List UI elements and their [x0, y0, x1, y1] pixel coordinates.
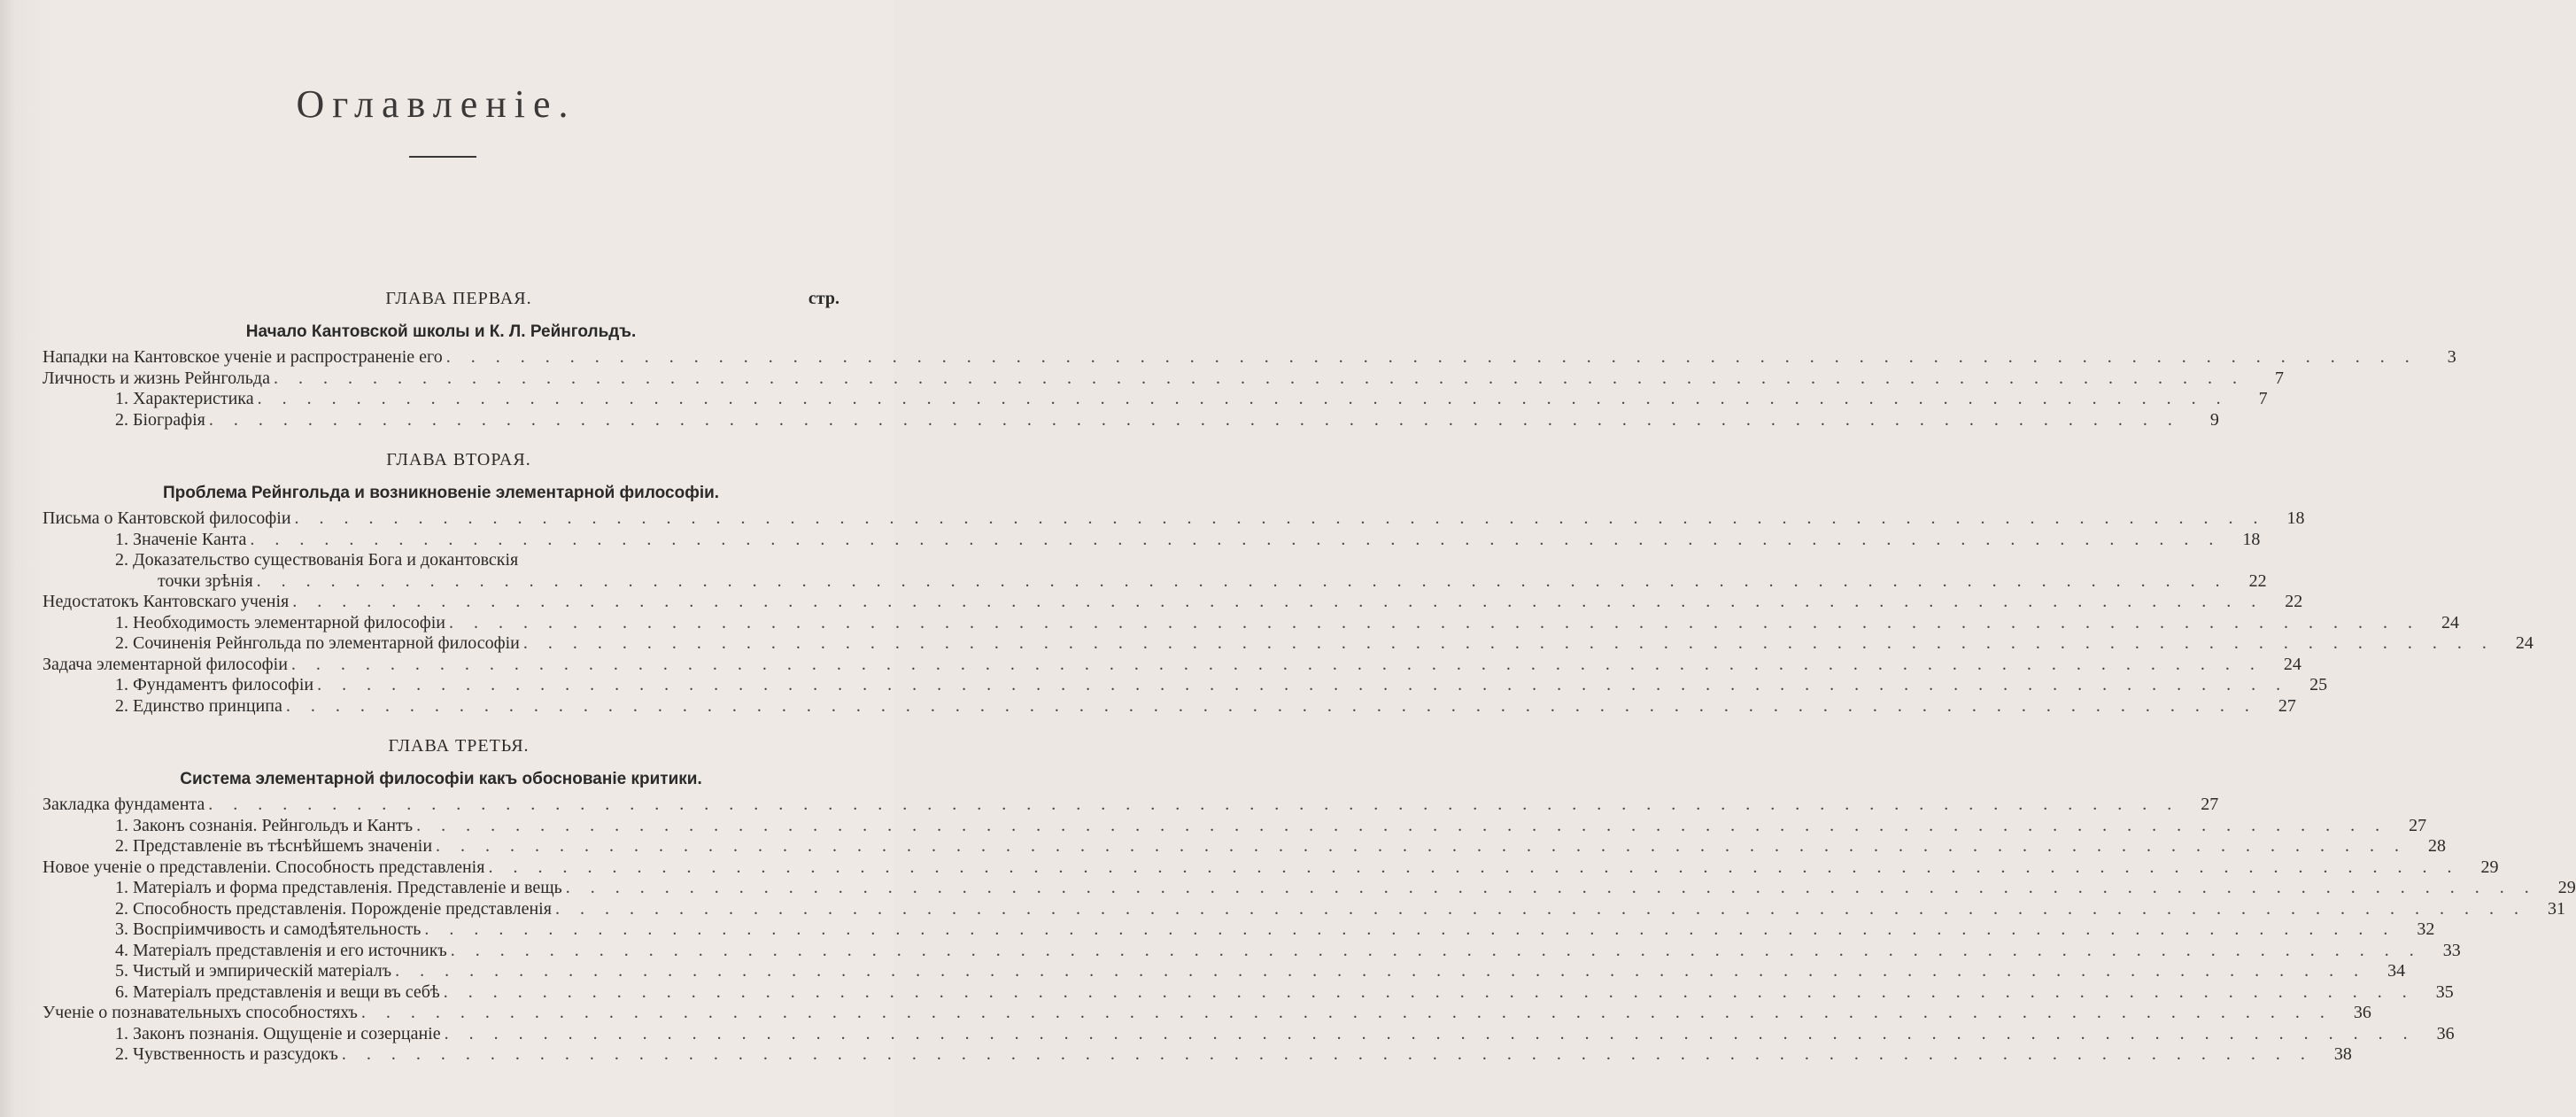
- toc-entry-text: Ученіе о познавательныхъ способностяхъ: [43, 1003, 358, 1022]
- toc-entry-text: 6. Матеріалъ представленія и вещи въ себѣ: [115, 981, 440, 1002]
- dot-leader: . . . . . . . . . . . . . . . . . . . . . . . . . . . . . . . . . . . . . . . . . . . . . . . . . . . . . . . . . . . . . . . . . . . . . . . . . . . . . . . .: [257, 389, 2229, 408]
- dot-leader: . . . . . . . . . . . . . . . . . . . . . . . . . . . . . . . . . . . . . . . . . . . . . . . . . . . . . . . . . . . . . . . . . . . . . . . . . . . . . . . .: [292, 592, 2264, 611]
- toc-page-number: 27: [2201, 795, 2219, 814]
- dot-leader: . . . . . . . . . . . . . . . . . . . . . . . . . . . . . . . . . . . . . . . . . . . . . . . . . . . . . . . . . . . . . . . . . . . . . . . . . . . . . . . .: [444, 1023, 2416, 1043]
- chapter-subtitle: Проблема Рейнгольда и возникновеніе элементарной философіи.: [162, 484, 720, 502]
- toc-page-number: 7: [2274, 368, 2284, 388]
- toc-entry: [43, 389, 2268, 410]
- toc-entry-text: Личность и жизнь Рейнгольда: [43, 368, 270, 388]
- toc-entry: [43, 409, 2219, 431]
- toc-page-number: 22: [2285, 592, 2303, 611]
- toc-entry: [43, 633, 2533, 655]
- toc-entry: [43, 1003, 2371, 1024]
- toc-entry-text: 4. Матеріалъ представленія и его источникъ: [115, 940, 447, 960]
- toc-entry: [43, 919, 2435, 941]
- chapter-heading: ГЛАВА ВТОРАЯ.: [386, 450, 531, 469]
- toc-page-number: 3: [2447, 347, 2456, 367]
- toc-page-number: 28: [2428, 836, 2447, 856]
- toc-entry-text: 1. Необходимость элементарной философіи: [115, 612, 445, 632]
- toc-entry-text: 1. Фундаментъ философіи: [115, 675, 314, 694]
- dot-leader: . . . . . . . . . . . . . . . . . . . . . . . . . . . . . . . . . . . . . . . . . . . . . . . . . . . . . . . . . . . . . . . . . . . . . . . . . . . . . . . .: [395, 961, 2367, 981]
- toc-entry: [43, 675, 2328, 696]
- toc-entry: [43, 836, 2447, 857]
- toc-entry-text: Закладка фундамента: [43, 795, 205, 814]
- toc-page-number: 18: [2242, 529, 2261, 549]
- chapter-heading-row: [43, 443, 839, 477]
- toc-page-number: 36: [2353, 1003, 2371, 1022]
- toc-entry: [43, 1023, 2455, 1045]
- dot-leader: . . . . . . . . . . . . . . . . . . . . . . . . . . . . . . . . . . . . . . . . . . . . . . . . . . . . . . . . . . . . . . . . . . . . . . . . . . . . . . . .: [488, 857, 2460, 877]
- toc-entry: [43, 815, 2427, 837]
- toc-page-number: 7: [2258, 389, 2268, 408]
- dot-leader: . . . . . . . . . . . . . . . . . . . . . . . . . . . . . . . . . . . . . . . . . . . . . . . . . . . . . . . . . . . . . . . . . . . . . . . . . . . . . . . .: [416, 815, 2388, 835]
- toc-entry-text: 2. Біографія: [115, 409, 205, 430]
- toc-page-number: 29: [2557, 878, 2576, 897]
- toc-entry: [43, 612, 2459, 634]
- dot-leader: . . . . . . . . . . . . . . . . . . . . . . . . . . . . . . . . . . . . . . . . . . . . . . . . . . . . . . . . . . . . . . . . . . . . . . . . . . . . . . . .: [443, 981, 2415, 1002]
- toc-page-number: 36: [2436, 1023, 2455, 1043]
- toc-page-number: 27: [2409, 815, 2427, 835]
- toc-page-number: 24: [2515, 633, 2533, 653]
- toc-entry-text: точки зрѣнія: [158, 570, 253, 591]
- toc-page-number: 24: [2441, 612, 2459, 632]
- toc-entry-text: 2. Способность представленія. Порожденіе представленія: [115, 898, 552, 919]
- toc-entry-text: 1. Матеріалъ и форма представленія. Представленіе и вещь: [115, 878, 562, 897]
- toc-entry: [43, 550, 839, 571]
- dot-leader: . . . . . . . . . . . . . . . . . . . . . . . . . . . . . . . . . . . . . . . . . . . . . . . . . . . . . . . . . . . . . . . . . . . . . . . . . . . . . . . .: [273, 368, 2245, 388]
- toc-entry-text: 3. Воспріимчивость и самодѣятельность: [115, 919, 422, 939]
- chapter-heading: ГЛАВА ТРЕТЬЯ.: [388, 736, 530, 756]
- toc-page-number: 38: [2333, 1044, 2352, 1064]
- chapter-heading-row: [43, 282, 839, 315]
- toc-page-number: 29: [2480, 857, 2499, 877]
- dot-leader: . . . . . . . . . . . . . . . . . . . . . . . . . . . . . . . . . . . . . . . . . . . . . . . . . . . . . . . . . . . . . . . . . . . . . . . . . . . . . . . .: [436, 836, 2408, 856]
- toc-entry: [43, 368, 2284, 390]
- chapter-gap: [43, 717, 839, 729]
- toc-entry: [43, 529, 2261, 551]
- toc-entry-text: 2. Чувственность и разсудокъ: [115, 1044, 338, 1064]
- toc-entry-text: 2. Сочиненія Рейнгольда по элементарной философіи: [115, 633, 520, 653]
- chapter-subtitle: Система элементарной философіи какъ обоснованіе критики.: [180, 770, 702, 788]
- toc-entry-text: 1. Законъ сознанія. Рейнгольдъ и Кантъ: [115, 815, 414, 835]
- toc-entry-text: 1. Значеніе Канта: [115, 529, 247, 549]
- chapter-heading-row: [43, 729, 839, 763]
- dot-leader: . . . . . . . . . . . . . . . . . . . . . . . . . . . . . . . . . . . . . . . . . . . . . . . . . . . . . . . . . . . . . . . . . . . . . . . . . . . . . . . .: [285, 695, 2257, 716]
- chapter-subtitle: Начало Кантовской школы и К. Л. Рейнгольдъ.: [245, 322, 637, 341]
- chapter-gap: [43, 431, 839, 443]
- toc-entry: [43, 795, 2219, 816]
- dot-leader: . . . . . . . . . . . . . . . . . . . . . . . . . . . . . . . . . . . . . . . . . . . . . . . . . . . . . . . . . . . . . . . . . . . . . . . . . . . . . . . .: [250, 529, 2222, 549]
- toc-entry-text: Недостатокъ Кантовскаго ученія: [43, 592, 290, 611]
- page-title: Оглавленіе.: [296, 82, 576, 126]
- toc-entry: [43, 857, 2499, 879]
- page-column-label: стр.: [808, 289, 839, 308]
- toc-entry-text: 5. Чистый и эмпирическій матеріалъ: [115, 961, 392, 981]
- toc-entry: [43, 570, 2267, 593]
- dot-leader: . . . . . . . . . . . . . . . . . . . . . . . . . . . . . . . . . . . . . . . . . . . . . . . . . . . . . . . . . . . . . . . . . . . . . . . . . . . . . . . .: [450, 940, 2422, 960]
- dot-leader: . . . . . . . . . . . . . . . . . . . . . . . . . . . . . . . . . . . . . . . . . . . . . . . . . . . . . . . . . . . . . . . . . . . . . . . . . . . . . . . .: [317, 675, 2289, 694]
- toc-entry-text: 2. Доказательство существованія Бога и докантовскія: [115, 550, 519, 570]
- toc-entry-text: Новое ученіе о представленіи. Способность представленія: [43, 857, 485, 877]
- toc-entry: [43, 695, 2296, 718]
- toc-page-number: 9: [2209, 409, 2219, 430]
- toc-page-number: 32: [2417, 919, 2435, 939]
- toc-page-number: 27: [2278, 695, 2296, 716]
- dot-leader: . . . . . . . . . . . . . . . . . . . . . . . . . . . . . . . . . . . . . . . . . . . . . . . . . . . . . . . . . . . . . . . . . . . . . . . . . . . . . . . .: [208, 795, 2180, 814]
- dot-leader: . . . . . . . . . . . . . . . . . . . . . . . . . . . . . . . . . . . . . . . . . . . . . . . . . . . . . . . . . . . . . . . . . . . . . . . . . . . . . . . .: [554, 898, 2526, 919]
- dot-leader: . . . . . . . . . . . . . . . . . . . . . . . . . . . . . . . . . . . . . . . . . . . . . . . . . . . . . . . . . . . . . . . . . . . . . . . . . . . . . . . .: [208, 409, 2180, 430]
- toc-entry: [43, 878, 2576, 899]
- toc-entry-text: 2. Единство принципа: [115, 695, 282, 716]
- table-of-contents: [43, 282, 2576, 1066]
- toc-entry: [43, 981, 2454, 1004]
- toc-entry-text: 2. Представленіе въ тѣснѣйшемъ значеніи: [115, 836, 433, 856]
- toc-entry: [43, 592, 2303, 613]
- dot-leader: . . . . . . . . . . . . . . . . . . . . . . . . . . . . . . . . . . . . . . . . . . . . . . . . . . . . . . . . . . . . . . . . . . . . . . . . . . . . . . . .: [445, 347, 2417, 367]
- chapter-heading: ГЛАВА ПЕРВАЯ.: [385, 289, 532, 308]
- toc-page-number: 34: [2387, 961, 2406, 981]
- toc-entry-text: Письма о Кантовской философіи: [43, 508, 291, 528]
- toc-page-number: 18: [2286, 508, 2305, 528]
- dot-leader: . . . . . . . . . . . . . . . . . . . . . . . . . . . . . . . . . . . . . . . . . . . . . . . . . . . . . . . . . . . . . . . . . . . . . . . . . . . . . . . .: [290, 654, 2263, 674]
- toc-entry: [43, 654, 2301, 676]
- toc-page-number: 25: [2309, 675, 2328, 694]
- toc-entry: [43, 898, 2565, 920]
- toc-page-number: 33: [2442, 940, 2461, 960]
- toc-entry: [43, 961, 2406, 982]
- title-rule: [409, 156, 476, 158]
- dot-leader: . . . . . . . . . . . . . . . . . . . . . . . . . . . . . . . . . . . . . . . . . . . . . . . . . . . . . . . . . . . . . . . . . . . . . . . . . . . . . . . .: [341, 1044, 2313, 1064]
- dot-leader: . . . . . . . . . . . . . . . . . . . . . . . . . . . . . . . . . . . . . . . . . . . . . . . . . . . . . . . . . . . . . . . . . . . . . . . . . . . . . . . .: [424, 919, 2396, 939]
- dot-leader: . . . . . . . . . . . . . . . . . . . . . . . . . . . . . . . . . . . . . . . . . . . . . . . . . . . . . . . . . . . . . . . . . . . . . . . . . . . . . . . .: [256, 570, 2228, 591]
- toc-entry: [43, 1044, 2352, 1066]
- toc-entry-text: Задача элементарной философіи: [43, 654, 288, 674]
- dot-leader: . . . . . . . . . . . . . . . . . . . . . . . . . . . . . . . . . . . . . . . . . . . . . . . . . . . . . . . . . . . . . . . . . . . . . . . . . . . . . . . .: [565, 878, 2537, 897]
- toc-entry-text: Нападки на Кантовское ученіе и распространеніе его: [43, 347, 443, 367]
- toc-entry: [43, 508, 2305, 530]
- dot-leader: . . . . . . . . . . . . . . . . . . . . . . . . . . . . . . . . . . . . . . . . . . . . . . . . . . . . . . . . . . . . . . . . . . . . . . . . . . . . . . . .: [449, 612, 2420, 632]
- toc-entry: [43, 347, 2456, 368]
- toc-entry-text: 1. Законъ познанія. Ощущеніе и созерцаніе: [115, 1023, 441, 1043]
- toc-entry: [43, 940, 2461, 962]
- toc-page-number: 24: [2283, 654, 2301, 674]
- dot-leader: . . . . . . . . . . . . . . . . . . . . . . . . . . . . . . . . . . . . . . . . . . . . . . . . . . . . . . . . . . . . . . . . . . . . . . . . . . . . . . . .: [360, 1003, 2332, 1022]
- toc-page-number: 22: [2248, 570, 2267, 591]
- toc-entry-text: 1. Характеристика: [115, 389, 254, 408]
- dot-leader: . . . . . . . . . . . . . . . . . . . . . . . . . . . . . . . . . . . . . . . . . . . . . . . . . . . . . . . . . . . . . . . . . . . . . . . . . . . . . . . .: [522, 633, 2495, 653]
- toc-page-number: 31: [2547, 898, 2565, 919]
- dot-leader: . . . . . . . . . . . . . . . . . . . . . . . . . . . . . . . . . . . . . . . . . . . . . . . . . . . . . . . . . . . . . . . . . . . . . . . . . . . . . . . .: [294, 508, 2266, 528]
- toc-page-number: 35: [2435, 981, 2454, 1002]
